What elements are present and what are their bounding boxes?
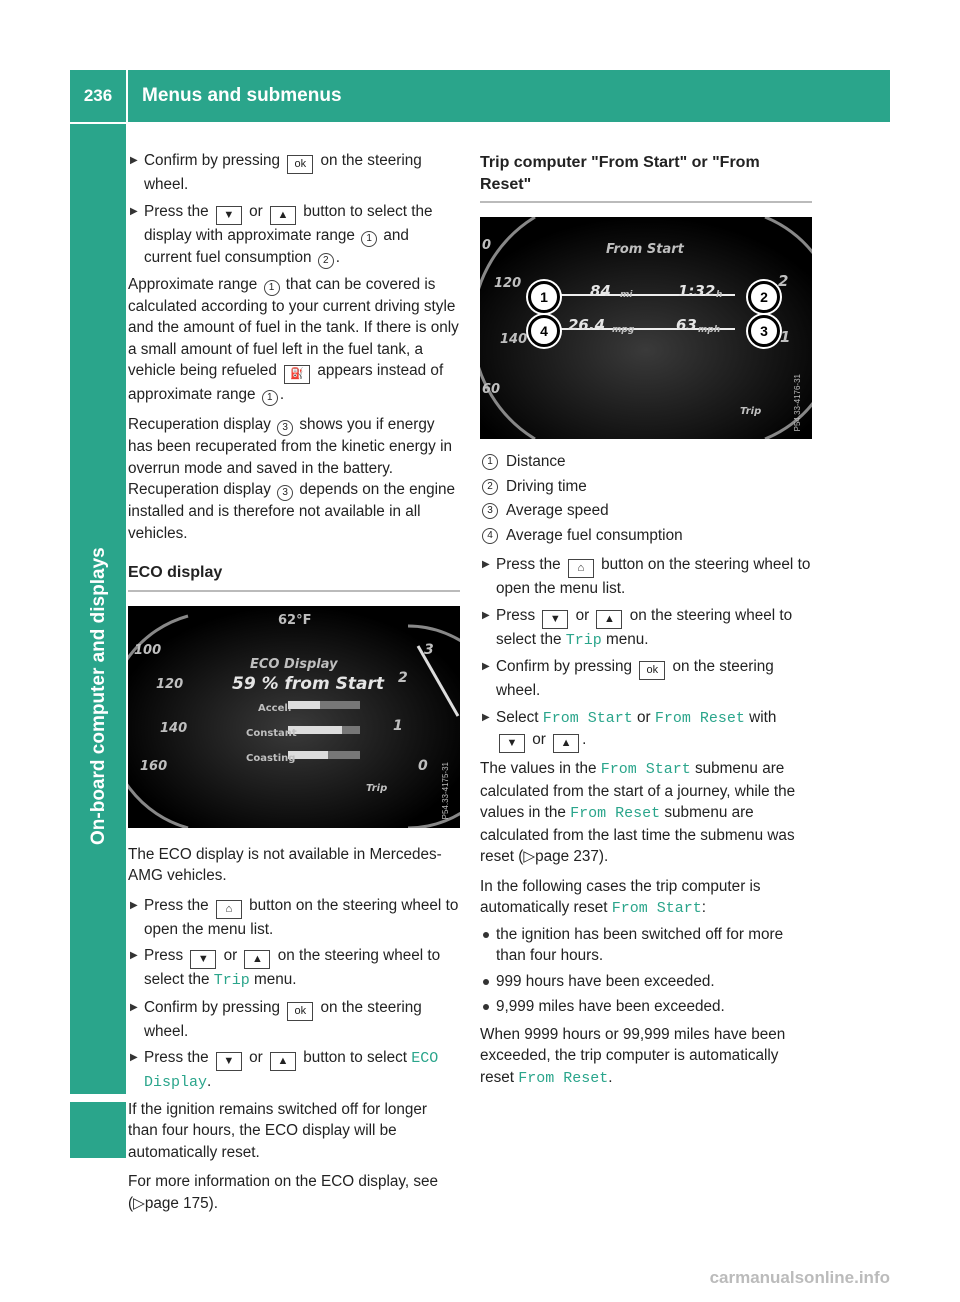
paragraph: The values in the From Start submenu are calculated from the start of a journey, while the values in the From Reset submenu are calculated from the last time the submenu was reset (▷page 237).	[480, 760, 796, 865]
menu-name: From Reset	[654, 709, 745, 727]
callout-1: 1	[528, 281, 560, 313]
rpm-tick: 2	[778, 272, 789, 290]
speed-tick: 160	[140, 758, 168, 774]
speed-value: 63	[676, 316, 697, 334]
up-key-icon: ▲	[270, 206, 296, 225]
side-tab-marker	[70, 1102, 126, 1158]
legend-item: 2 Driving time	[480, 476, 812, 498]
down-key-icon: ▼	[216, 1052, 242, 1071]
down-key-icon: ▼	[499, 734, 525, 753]
ok-key-icon: ok	[287, 1002, 313, 1021]
distance-value: 84	[590, 282, 611, 300]
menu-name: From Reset	[518, 1069, 609, 1087]
paragraph: Approximate range 1 that can be covered is calculated according to your current driving style and the amount of fuel in the tank. If there is only a small amount of fuel left in the fuel tank, a vehicle being refueled ⛽ appears instead of approximate range 1 .	[128, 274, 460, 407]
bar-label-constant: Constant	[246, 727, 297, 739]
trip-label: Trip	[366, 782, 388, 794]
callout-1-icon: 1	[264, 280, 280, 296]
section-heading: ECO display	[128, 562, 460, 592]
speed-tick: 120	[156, 676, 184, 692]
distance-unit: mi	[620, 290, 633, 300]
legend-item: 3 Average speed	[480, 500, 812, 522]
step: ▶ Select From Start or From Reset with ▼ or ▲ .	[480, 707, 812, 754]
paragraph: Recuperation display 3 shows you if energy has been recuperated from the kinetic energy in overrun mode and saved in the battery. Recuperation display 3 depends on the engine installed and is therefore not available in all vehicles.	[128, 416, 456, 542]
speed-tick: 140	[500, 332, 528, 347]
callout-3-icon: 3	[277, 420, 293, 436]
step: ▶ Press the ⌂ button on the steering wheel to open the menu list.	[128, 895, 460, 941]
bar-label-coasting: Coasting	[246, 752, 296, 764]
trip-computer-image	[480, 217, 812, 439]
step: ▶ Press the ⌂ button on the steering wheel to open the menu list.	[480, 554, 812, 600]
rpm-tick: 0	[418, 757, 428, 774]
step: ▶ Press ▼ or ▲ on the steering wheel to select the Trip menu.	[128, 945, 460, 992]
menu-name: Trip	[213, 972, 250, 989]
image-code: P54.33-4176-31	[792, 373, 802, 431]
up-key-icon: ▲	[270, 1052, 296, 1071]
menu-name: ECO Display	[144, 1050, 439, 1091]
paragraph: If the ignition remains switched off for longer than four hours, the ECO display will be automatically reset.	[128, 1100, 428, 1161]
callout-2: 2	[748, 281, 780, 313]
eco-display-title: ECO Display	[250, 656, 338, 672]
fuel-consumption-value: 26.4	[568, 316, 606, 334]
rpm-tick: 3	[424, 641, 434, 658]
page-number: 236	[70, 70, 126, 122]
speed-tick: 140	[160, 720, 188, 736]
fuel-consumption-unit: mpg	[612, 325, 635, 335]
ok-key-icon: ok	[287, 155, 313, 174]
bar-label-accel: Accel.	[258, 702, 292, 714]
footer-watermark: carmanualsonline.info	[709, 1268, 890, 1287]
time-unit: h	[716, 290, 723, 300]
callout-2-icon: 2	[318, 253, 334, 269]
page-ref-link[interactable]: page 175).	[144, 1194, 219, 1212]
refuel-car-icon: ⛽	[284, 365, 310, 384]
page-header	[70, 70, 890, 122]
temperature-readout: 62°F	[278, 612, 312, 628]
page-title: Menus and submenus	[128, 70, 890, 122]
up-key-icon: ▲	[244, 950, 270, 969]
down-key-icon: ▼	[216, 206, 242, 225]
eco-display-image	[128, 606, 460, 828]
page-ref-link[interactable]: page 237).	[535, 848, 609, 865]
step: ▶ Press the ▼ or ▲ button to select the display with approximate range 1 and current fuel consumption 2 .	[128, 201, 460, 269]
menu-name: From Start	[542, 709, 633, 727]
side-tab-label: On-board computer and displays	[88, 547, 109, 845]
step: ▶ Press ▼ or ▲ on the steering wheel to select the Trip menu.	[480, 605, 812, 652]
rpm-tick: 1	[780, 328, 791, 346]
step: ▶ Press the ▼ or ▲ button to select ECO Display.	[128, 1047, 460, 1094]
speed-unit: mph	[698, 325, 721, 335]
home-key-icon: ⌂	[568, 559, 594, 578]
list-item: 9,999 miles have been exceeded.	[480, 996, 812, 1018]
rpm-tick: 2	[398, 669, 408, 686]
time-value: 1:32	[678, 282, 716, 300]
rpm-tick: 1	[393, 717, 403, 734]
list-item: 999 hours have been exceeded.	[480, 971, 812, 993]
paragraph: In the following cases the trip computer is automatically reset From Start:	[480, 877, 761, 917]
trip-title: From Start	[606, 242, 684, 257]
step: ▶ Confirm by pressing ok on the steering wheel.	[480, 656, 812, 702]
home-key-icon: ⌂	[216, 900, 242, 919]
legend-item: 4 Average fuel consumption	[480, 525, 812, 547]
speed-tick: 0	[482, 238, 492, 253]
callout-1-icon: 1	[361, 231, 377, 247]
down-key-icon: ▼	[542, 610, 568, 629]
menu-name: Trip	[565, 631, 602, 649]
callout-3-icon: 3	[277, 485, 293, 501]
step: ▶ Confirm by pressing ok on the steering wheel.	[128, 150, 460, 196]
list-item: the ignition has been switched off for more than four hours.	[480, 924, 812, 967]
right-column	[480, 150, 812, 1097]
legend-item: 1 Distance	[480, 451, 812, 473]
speed-tick: 120	[494, 276, 522, 291]
callout-3: 3	[748, 315, 780, 347]
step: ▶ Confirm by pressing ok on the steering wheel.	[128, 997, 460, 1043]
section-heading: Trip computer "From Start" or "From Reset"	[480, 152, 812, 203]
page-ref-icon: ▷	[523, 848, 536, 865]
left-column	[128, 150, 460, 1222]
callout-4: 4	[528, 315, 560, 347]
callout-1-icon: 1	[262, 390, 278, 406]
page-ref-icon: ▷	[133, 1194, 145, 1212]
speed-tick: 100	[134, 642, 162, 658]
down-key-icon: ▼	[190, 950, 216, 969]
image-code: P54.33-4175-31	[440, 762, 450, 820]
up-key-icon: ▲	[596, 610, 622, 629]
up-key-icon: ▲	[553, 734, 579, 753]
paragraph: The ECO display is not available in Mercedes-AMG vehicles.	[128, 845, 442, 884]
paragraph: For more information on the ECO display, see (▷page 175).	[128, 1173, 439, 1212]
menu-name: From Reset	[570, 805, 661, 822]
trip-label: Trip	[740, 406, 762, 417]
instrument-cluster-graphic	[128, 606, 460, 828]
eco-score: 59 % from Start	[232, 673, 384, 694]
paragraph: When 9999 hours or 99,999 miles have been exceeded, the trip computer is automatically reset From Reset.	[480, 1025, 786, 1087]
menu-name: From Start	[611, 900, 702, 917]
menu-name: From Start	[600, 761, 691, 778]
ok-key-icon: ok	[639, 661, 665, 680]
speed-tick: 60	[482, 382, 501, 397]
